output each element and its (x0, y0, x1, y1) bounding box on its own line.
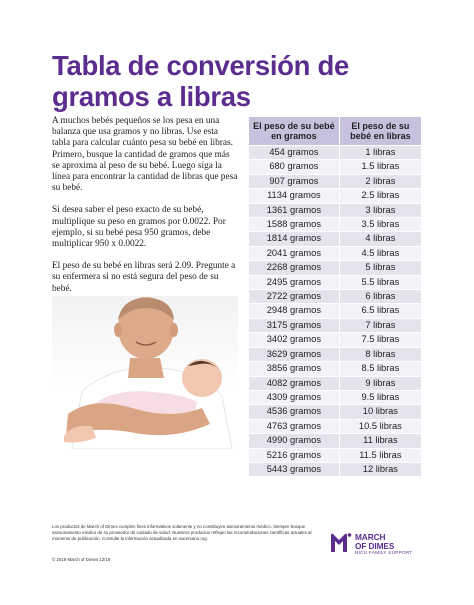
pounds-cell: 3 libras (339, 203, 421, 217)
pounds-cell: 7 libras (339, 318, 421, 332)
table-row (249, 318, 421, 332)
table-row (249, 304, 421, 318)
grams-cell: 454 gramos (249, 146, 339, 160)
conversion-table (249, 117, 421, 477)
table-row (249, 347, 421, 361)
table-row (249, 275, 421, 289)
grams-cell: 5443 gramos (249, 462, 339, 476)
grams-cell: 3856 gramos (249, 362, 339, 376)
father-baby-illustration (52, 296, 238, 449)
pounds-cell: 9 libras (339, 376, 421, 390)
table-row (249, 333, 421, 347)
grams-cell: 4309 gramos (249, 390, 339, 404)
march-of-dimes-logo (330, 531, 430, 557)
table-row (249, 160, 421, 174)
grams-cell: 3175 gramos (249, 318, 339, 332)
grams-cell: 2041 gramos (249, 246, 339, 260)
pounds-cell: 4 libras (339, 232, 421, 246)
pounds-cell: 8.5 libras (339, 362, 421, 376)
grams-cell: 4990 gramos (249, 434, 339, 448)
pounds-cell: 6.5 libras (339, 304, 421, 318)
grams-cell: 1814 gramos (249, 232, 339, 246)
logo-line-1: MARCH (355, 532, 386, 542)
intro-paragraph-3: El peso de su bebé en libras será 2.09. Pregunte a su enfermera si no está segura del peso de su bebé. (52, 261, 236, 294)
table-row (249, 261, 421, 275)
table-row (249, 434, 421, 448)
pounds-cell: 2.5 libras (339, 189, 421, 203)
table-row (249, 362, 421, 376)
pounds-cell: 3.5 libras (339, 218, 421, 232)
grams-cell: 1361 gramos (249, 203, 339, 217)
pounds-cell: 1 libras (339, 146, 421, 160)
pounds-cell: 5 libras (339, 261, 421, 275)
grams-cell: 4763 gramos (249, 419, 339, 433)
disclaimer-text: Los productos de March of Dimes cumplen fines informativos solamente y no constituyen asesoramiento médico. Siempre busque asesoramiento médico de su proveedor de cuidado de salud. Nuestros productos reflejan las recomendaciones científicas actuales al momento de publicación. Consulte la información actualizada en nacersano.org. (52, 524, 312, 541)
table-row (249, 246, 421, 260)
grams-cell: 3402 gramos (249, 333, 339, 347)
copyright-text: © 2019 March of Dimes 12/19 (52, 557, 111, 562)
pounds-cell: 6 libras (339, 290, 421, 304)
pounds-cell: 4.5 libras (339, 246, 421, 260)
pounds-cell: 5.5 libras (339, 275, 421, 289)
table-row (249, 232, 421, 246)
table-body (249, 146, 421, 477)
header-grams: El peso de su bebé en gramos (249, 117, 339, 146)
table-row (249, 390, 421, 404)
table-row (249, 174, 421, 188)
pounds-cell: 11.5 libras (339, 448, 421, 462)
grams-cell: 1588 gramos (249, 218, 339, 232)
header-pounds: El peso de su bebé en libras (339, 117, 421, 146)
grams-cell: 4536 gramos (249, 405, 339, 419)
father-baby-photo (52, 296, 238, 449)
table-row (249, 189, 421, 203)
grams-cell: 2948 gramos (249, 304, 339, 318)
grams-cell: 907 gramos (249, 174, 339, 188)
pounds-cell: 7.5 libras (339, 333, 421, 347)
logo-wordmark (355, 533, 394, 550)
table-row (249, 448, 421, 462)
pounds-cell: 12 libras (339, 462, 421, 476)
table-row (249, 218, 421, 232)
pounds-cell: 10 libras (339, 405, 421, 419)
table-row (249, 203, 421, 217)
table-row (249, 462, 421, 476)
table-row (249, 146, 421, 160)
page-title: Tabla de conversión de gramos a libras (52, 50, 350, 112)
table-row (249, 405, 421, 419)
intro-paragraph-1: A muchos bebés pequeños se los pesa en una balanza que usa gramos y no libras. Use esta tabla para calcular cuánto pesa su bebé en libras. Primero, busque la cantidad de gramos que más se aproxima al peso de su bebé. Luego siga la línea para encontrar la cantidad de libras que pesa su bebé. (52, 116, 238, 194)
pounds-cell: 10.5 libras (339, 419, 421, 433)
grams-cell: 2722 gramos (249, 290, 339, 304)
intro-text (52, 116, 238, 306)
grams-cell: 1134 gramos (249, 189, 339, 203)
grams-cell: 2268 gramos (249, 261, 339, 275)
pounds-cell: 9.5 libras (339, 390, 421, 404)
intro-paragraph-2: Si desea saber el peso exacto de su bebé, multiplique su peso en gramos por 0.0022. Por ejemplo, si su bebé pesa 950 gramos, debe multiplicar 950 x 0.0022. (52, 205, 226, 250)
march-of-dimes-mark-icon (330, 532, 352, 554)
grams-cell: 680 gramos (249, 160, 339, 174)
pounds-cell: 2 libras (339, 174, 421, 188)
pounds-cell: 8 libras (339, 347, 421, 361)
grams-cell: 2495 gramos (249, 275, 339, 289)
table-row (249, 376, 421, 390)
grams-cell: 4082 gramos (249, 376, 339, 390)
table-header-row (249, 117, 421, 146)
grams-cell: 5216 gramos (249, 448, 339, 462)
table-row (249, 290, 421, 304)
pounds-cell: 11 libras (339, 434, 421, 448)
pounds-cell: 1.5 libras (339, 160, 421, 174)
logo-line-2: OF DIMES (355, 540, 395, 551)
logo-subtitle: NICU FAMILY SUPPORT (355, 550, 413, 555)
table-row (249, 419, 421, 433)
grams-cell: 3629 gramos (249, 347, 339, 361)
